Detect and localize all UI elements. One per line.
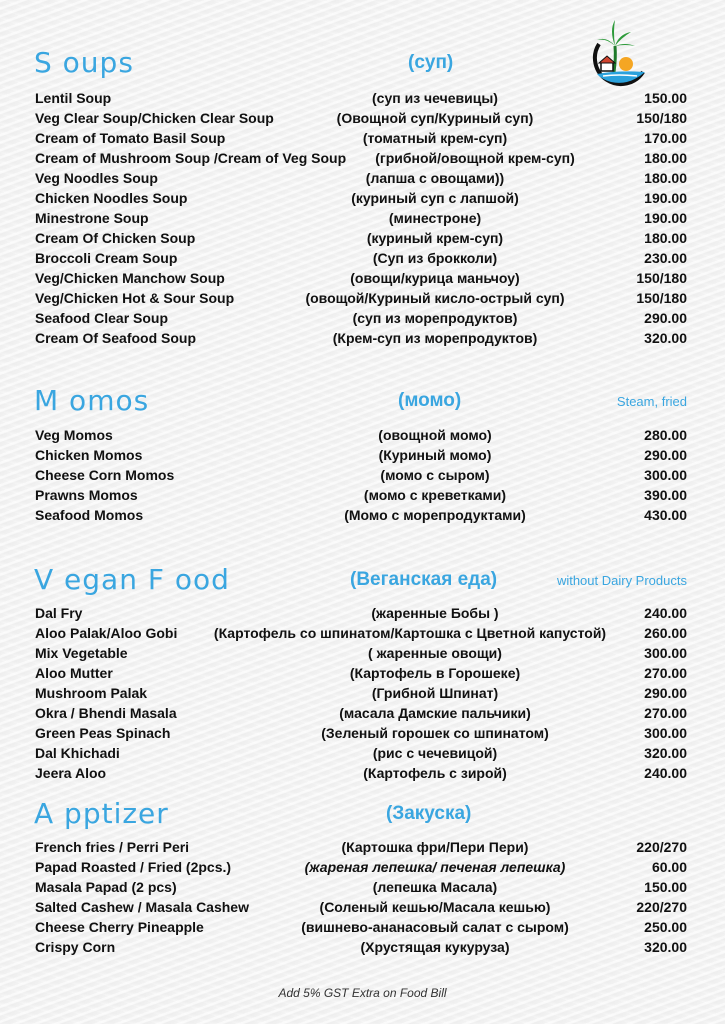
- item-name: Cheese Corn Momos: [35, 467, 175, 483]
- item-name: Dal Khichadi: [35, 745, 120, 761]
- item-price: 150/180: [636, 270, 687, 286]
- menu-item: [0, 308, 725, 328]
- item-name: Veg Momos: [35, 427, 113, 443]
- menu-item: [0, 268, 725, 288]
- item-price: 260.00: [644, 625, 687, 641]
- menu-item: [0, 128, 725, 148]
- item-name: Mushroom Palak: [35, 685, 148, 701]
- item-name: Lentil Soup: [35, 90, 112, 106]
- item-price: 150/180: [636, 110, 687, 126]
- item-name-ru: (куриный суп с лапшой): [351, 190, 519, 206]
- item-price: 220/270: [636, 899, 687, 915]
- menu-item: [0, 168, 725, 188]
- item-price: 150.00: [644, 90, 687, 106]
- section-header: [0, 384, 725, 418]
- menu-item: [0, 937, 725, 957]
- item-name: Salted Cashew / Masala Cashew: [35, 899, 249, 915]
- momos-section: [0, 384, 725, 418]
- item-name-ru: (Картофель с зирой): [363, 765, 507, 781]
- item-price: 180.00: [644, 170, 687, 186]
- section-title: V egan F ood: [34, 563, 230, 596]
- menu-item: [0, 897, 725, 917]
- menu-item: [0, 683, 725, 703]
- menu-item: [0, 328, 725, 348]
- item-price: 320.00: [644, 330, 687, 346]
- item-price: 180.00: [644, 230, 687, 246]
- momos-list: [0, 425, 725, 525]
- section-title: S oups: [34, 46, 134, 79]
- item-name: Chicken Noodles Soup: [35, 190, 188, 206]
- item-name-ru: (Куриный момо): [378, 447, 492, 463]
- section-header: [0, 797, 725, 831]
- item-name-ru: (жареная лепешка/ печеная лепешка): [304, 859, 566, 875]
- item-name: Mix Vegetable: [35, 645, 128, 661]
- item-name-ru: (масала Дамские пальчики): [339, 705, 531, 721]
- item-name-ru: (лепешка Масала): [372, 879, 498, 895]
- menu-item: [0, 148, 725, 168]
- item-name-ru: (Зеленый горошек со шпинатом): [321, 725, 549, 741]
- item-price: 170.00: [644, 130, 687, 146]
- section-title-ru: (момо): [398, 390, 462, 411]
- item-price: 280.00: [644, 427, 687, 443]
- item-name-ru: (томатный крем-суп): [362, 130, 508, 146]
- appetizer-list: [0, 837, 725, 957]
- menu-item: [0, 877, 725, 897]
- item-price: 320.00: [644, 939, 687, 955]
- menu-item: [0, 837, 725, 857]
- menu-item: [0, 108, 725, 128]
- item-name-ru: (овощи/курица маньчоу): [350, 270, 520, 286]
- item-name: Cream of Mushroom Soup /Cream of Veg Soup: [35, 150, 347, 166]
- item-name-ru: (Момо с морепродуктами): [344, 507, 526, 523]
- item-name: Cream of Tomato Basil Soup: [35, 130, 226, 146]
- item-name: Dal Fry: [35, 605, 83, 621]
- menu-item: [0, 248, 725, 268]
- item-name-ru: (суп из морепродуктов): [352, 310, 518, 326]
- menu-item: [0, 743, 725, 763]
- menu-item: [0, 228, 725, 248]
- item-price: 300.00: [644, 645, 687, 661]
- item-price: 180.00: [644, 150, 687, 166]
- section-title-ru: (Веганская еда): [350, 569, 498, 590]
- menu-item: [0, 505, 725, 525]
- item-price: 270.00: [644, 665, 687, 681]
- item-name: Cream Of Seafood Soup: [35, 330, 197, 346]
- menu-item: [0, 445, 725, 465]
- item-price: 290.00: [644, 447, 687, 463]
- item-name: Green Peas Spinach: [35, 725, 171, 741]
- item-name-ru: (Суп из брокколи): [372, 250, 498, 266]
- item-name: Jeera Aloo: [35, 765, 107, 781]
- item-name-ru: ( жаренные овощи): [368, 645, 502, 661]
- item-name-ru: (куриный крем-суп): [366, 230, 504, 246]
- item-price: 250.00: [644, 919, 687, 935]
- item-price: 150.00: [644, 879, 687, 895]
- item-name: Masala Papad (2 pcs): [35, 879, 177, 895]
- soups-section: [0, 46, 725, 80]
- menu-item: [0, 643, 725, 663]
- item-price: 240.00: [644, 605, 687, 621]
- item-name: Veg Clear Soup/Chicken Clear Soup: [35, 110, 274, 126]
- gst-footer-note: Add 5% GST Extra on Food Bill: [278, 986, 447, 1000]
- item-name-ru: (овощной момо): [378, 427, 492, 443]
- item-name-ru: (Картошка фри/Пери Пери): [341, 839, 529, 855]
- item-name: Chicken Momos: [35, 447, 143, 463]
- section-note: Steam, fried: [616, 394, 687, 409]
- item-price: 150/180: [636, 290, 687, 306]
- item-price: 270.00: [644, 705, 687, 721]
- item-name: Aloo Mutter: [35, 665, 113, 681]
- menu-item: [0, 763, 725, 783]
- menu-item: [0, 723, 725, 743]
- item-name-ru: (овощой/Куриный кисло-острый суп): [305, 290, 565, 306]
- menu-item: [0, 188, 725, 208]
- item-price: 220/270: [636, 839, 687, 855]
- item-name-ru: (Грибной Шпинат): [371, 685, 499, 701]
- menu-item: [0, 425, 725, 445]
- menu-item: [0, 917, 725, 937]
- item-name: Aloo Palak/Aloo Gobi: [35, 625, 178, 641]
- section-header: [0, 563, 725, 597]
- item-name: Cheese Cherry Pineapple: [35, 919, 204, 935]
- item-name-ru: (Овощной суп/Куриный суп): [336, 110, 534, 126]
- menu-item: [0, 485, 725, 505]
- soups-list: [0, 88, 725, 348]
- item-name-ru: (Крем-суп из морепродуктов): [332, 330, 538, 346]
- item-name-ru: (Хрустящая кукуруза): [360, 939, 510, 955]
- item-name-ru: (суп из чечевицы): [372, 90, 498, 106]
- menu-item: [0, 208, 725, 228]
- item-name: Crispy Corn: [35, 939, 116, 955]
- menu-item: [0, 88, 725, 108]
- item-name: Broccoli Cream Soup: [35, 250, 178, 266]
- item-price: 320.00: [644, 745, 687, 761]
- item-name: French fries / Perri Peri: [35, 839, 190, 855]
- item-name-ru: (Картофель в Горошеке): [349, 665, 521, 681]
- item-price: 390.00: [644, 487, 687, 503]
- item-name-ru: (жаренные Бобы ): [371, 605, 499, 621]
- item-price: 60.00: [651, 859, 687, 875]
- vegan-food-list: [0, 603, 725, 783]
- menu-item: [0, 857, 725, 877]
- item-name-ru: (момо с сыром): [380, 467, 490, 483]
- item-price: 190.00: [644, 190, 687, 206]
- item-name-ru: (Картофель со шпинатом/Картошка с Цветной капустой): [213, 625, 607, 641]
- menu-item: [0, 288, 725, 308]
- item-name: Veg Noodles Soup: [35, 170, 158, 186]
- section-title-ru: (Закуска): [386, 803, 472, 824]
- item-price: 300.00: [644, 725, 687, 741]
- menu-item: [0, 703, 725, 723]
- item-price: 240.00: [644, 765, 687, 781]
- section-title-ru: (суп): [408, 52, 454, 73]
- menu-item: [0, 465, 725, 485]
- section-title: A pptizer: [34, 797, 169, 830]
- item-price: 430.00: [644, 507, 687, 523]
- menu-item: [0, 603, 725, 623]
- item-name-ru: (вишнево-ананасовый салат с сыром): [301, 919, 569, 935]
- item-name-ru: (рис с чечевицой): [372, 745, 498, 761]
- menu-item: [0, 663, 725, 683]
- menu-item: [0, 623, 725, 643]
- item-price: 290.00: [644, 685, 687, 701]
- item-name-ru: (минестроне): [388, 210, 482, 226]
- section-title: M omos: [34, 384, 150, 417]
- item-name: Minestrone Soup: [35, 210, 149, 226]
- item-name-ru: (Соленый кешью/Масала кешью): [319, 899, 551, 915]
- item-name: Seafood Clear Soup: [35, 310, 169, 326]
- item-price: 290.00: [644, 310, 687, 326]
- appetizer-section: [0, 797, 725, 831]
- section-header: [0, 46, 725, 80]
- item-price: 230.00: [644, 250, 687, 266]
- section-note: without Dairy Products: [556, 573, 687, 588]
- item-name: Prawns Momos: [35, 487, 138, 503]
- item-name-ru: (момо с креветками): [363, 487, 507, 503]
- item-price: 190.00: [644, 210, 687, 226]
- item-price: 300.00: [644, 467, 687, 483]
- item-name-ru: (лапша с овощами)): [365, 170, 505, 186]
- item-name: Seafood Momos: [35, 507, 144, 523]
- vegan-food-section: [0, 563, 725, 597]
- item-name: Veg/Chicken Manchow Soup: [35, 270, 225, 286]
- item-name: Veg/Chicken Hot & Sour Soup: [35, 290, 235, 306]
- item-name: Cream Of Chicken Soup: [35, 230, 196, 246]
- item-name: Okra / Bhendi Masala: [35, 705, 177, 721]
- item-name: Papad Roasted / Fried (2pcs.): [35, 859, 232, 875]
- item-name-ru: (грибной/овощной крем-суп): [375, 150, 575, 166]
